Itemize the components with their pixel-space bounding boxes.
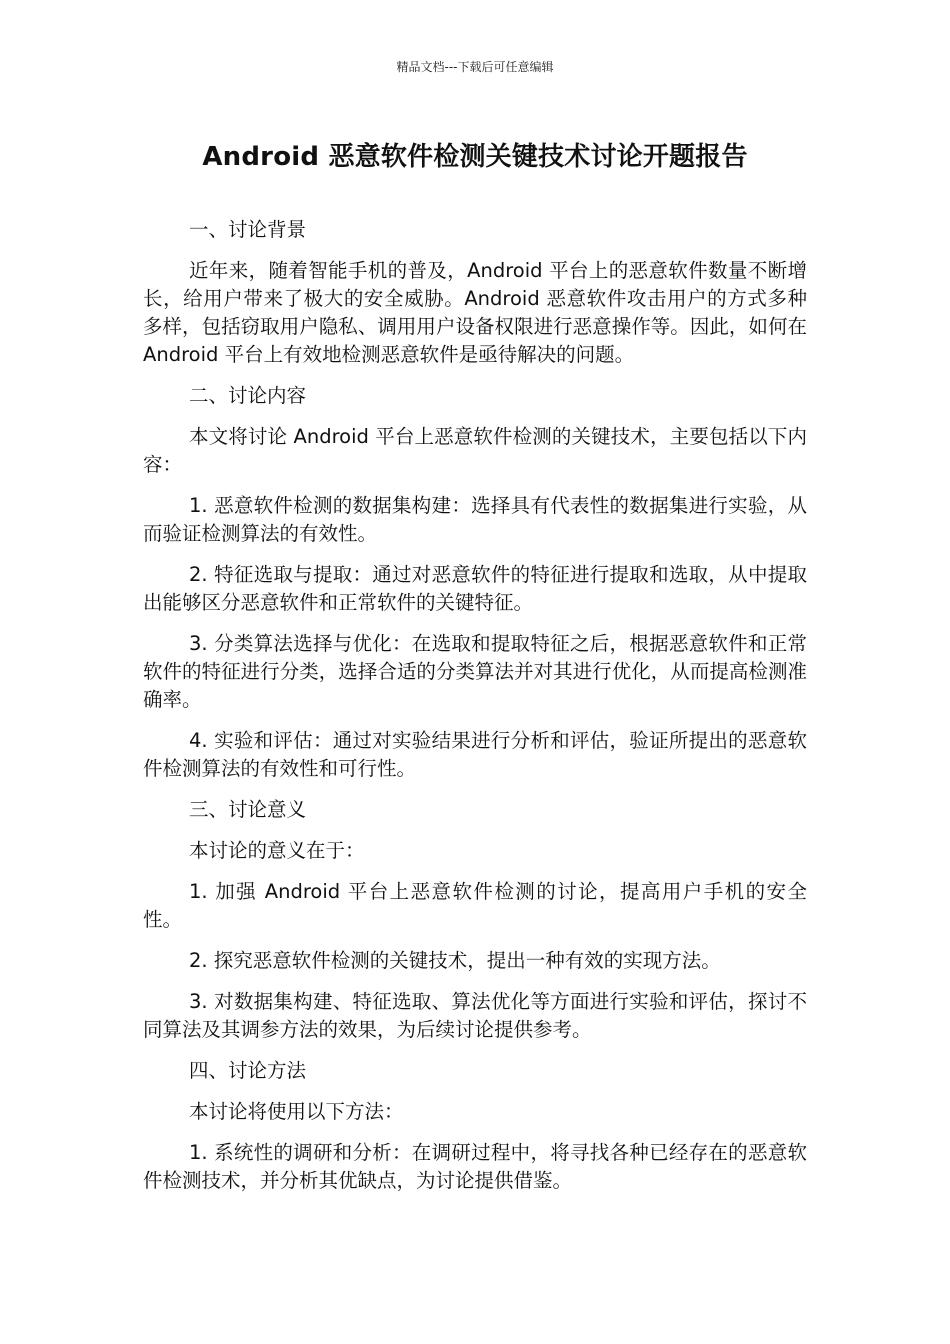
paragraph-significance-intro: 本讨论的意义在于： — [189, 839, 365, 862]
document-title: Android 恶意软件检测关键技术讨论开题报告 — [202, 142, 748, 172]
section-heading-significance: 三、讨论意义 — [189, 798, 307, 821]
list-item-features: 2. 特征选取与提取：通过对恶意软件的特征进行提取和选取，从中提取出能够区分恶意软件和正常软件的关键特征。 — [143, 563, 807, 614]
header-note: 精品文档---下载后可任意编辑 — [396, 60, 554, 74]
document-body — [143, 216, 807, 1208]
paragraph-methods-intro: 本讨论将使用以下方法： — [189, 1100, 404, 1123]
list-item-significance-3: 3. 对数据集构建、特征选取、算法优化等方面进行实验和评估，探讨不同算法及其调参方法的效果，为后续讨论提供参考。 — [143, 990, 807, 1041]
list-item-evaluation: 4. 实验和评估：通过对实验结果进行分析和评估，验证所提出的恶意软件检测算法的有效性和可行性。 — [143, 729, 807, 780]
list-item-significance-2: 2. 探究恶意软件检测的关键技术，提出一种有效的实现方法。 — [189, 949, 721, 972]
paragraph-background: 近年来，随着智能手机的普及，Android 平台上的恶意软件数量不断增长，给用户带来了极大的安全威胁。Android 恶意软件攻击用户的方式多种多样，包括窃取用户隐私、调用用户设备权限进行恶意操作等。因此，如何在 Android 平台上有效地检测恶意软件是亟待解决的问题。 — [143, 259, 807, 366]
list-item-classification: 3. 分类算法选择与优化：在选取和提取特征之后，根据恶意软件和正常软件的特征进行分类，选择合适的分类算法并对其进行优化，从而提高检测准确率。 — [143, 632, 807, 711]
section-heading-content: 二、讨论内容 — [189, 384, 307, 407]
section-heading-background: 一、讨论背景 — [189, 218, 307, 241]
paragraph-content-intro: 本文将讨论 Android 平台上恶意软件检测的关键技术，主要包括以下内容： — [143, 425, 807, 476]
list-item-dataset: 1. 恶意软件检测的数据集构建：选择具有代表性的数据集进行实验，从而验证检测算法的有效性。 — [143, 494, 807, 545]
list-item-significance-1: 1. 加强 Android 平台上恶意软件检测的讨论，提高用户手机的安全性。 — [143, 880, 807, 931]
list-item-methods-1: 1. 系统性的调研和分析：在调研过程中，将寻找各种已经存在的恶意软件检测技术，并分析其优缺点，为讨论提供借鉴。 — [143, 1141, 807, 1192]
section-heading-methods: 四、讨论方法 — [189, 1059, 307, 1082]
